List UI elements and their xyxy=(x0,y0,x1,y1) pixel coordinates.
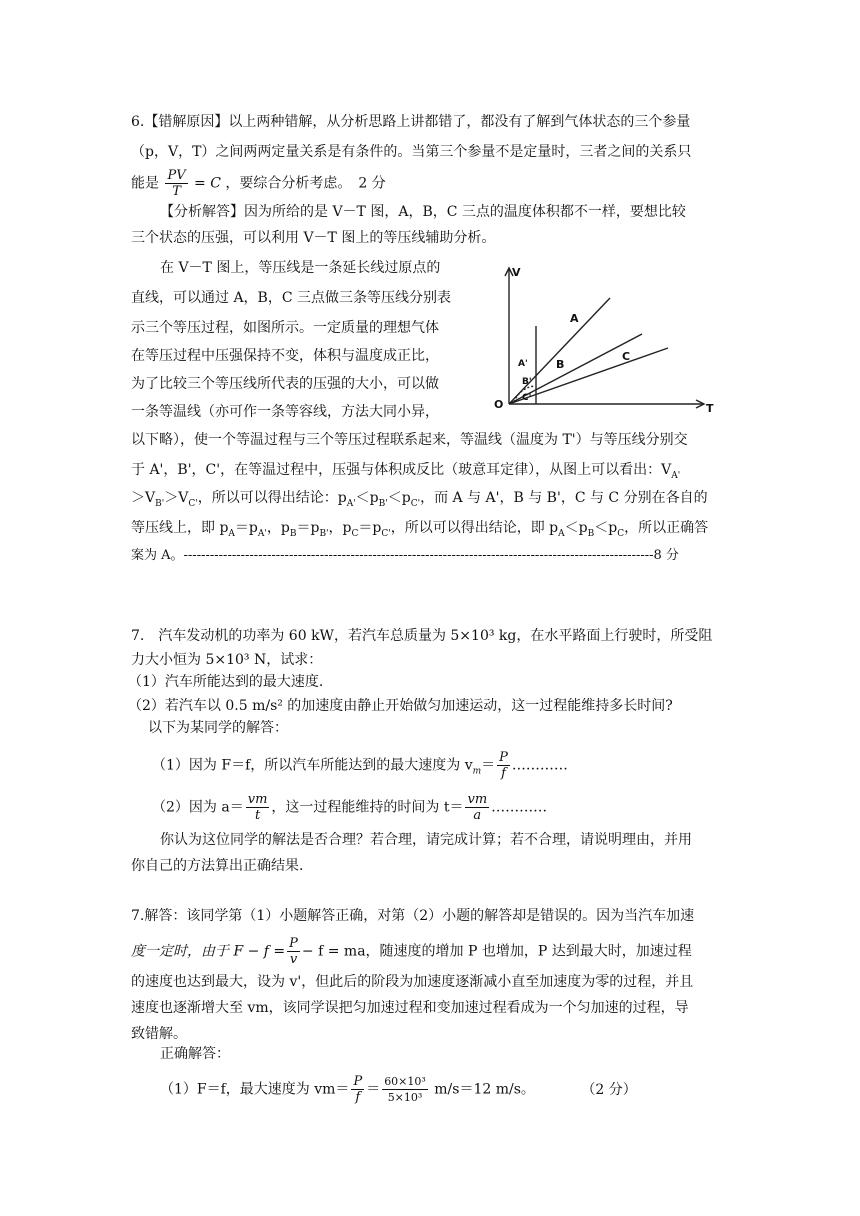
point-a-prime-label: A' xyxy=(518,359,528,369)
ans7-line-5: 致错解。 xyxy=(131,1026,187,1042)
q7-line-6: （1）因为 F＝f，所以汽车所能达到的最大速度为 $v_m=$ $\frac{P}{f}$ ………… xyxy=(152,750,568,781)
ans7-line-2: 度一定时，由于 F − f = $\frac{P}{v}$ − f = ma，随速度的增加 P 也增加，P 达到最大时，加速过程 xyxy=(131,936,692,967)
point-c-label: C xyxy=(622,350,631,363)
q6-line-9: 在等压过程中压强保持不变，体积与温度成正比， xyxy=(131,348,439,364)
isobar-c xyxy=(509,348,668,404)
q7-line-1: 7. 汽车发动机的功率为 60 kW，若汽车总质量为 5×10³ kg，在水平路面上行驶时，所受阻 xyxy=(131,628,713,644)
v-axis-label: V xyxy=(512,266,521,279)
q6-line-13: 于 A'，B'，C'，在等温过程中，压强与体积成反比（玻意耳定律），从图上可以看出：$V_{A'}$ xyxy=(131,462,681,481)
q7-line-5: 以下为某同学的解答： xyxy=(148,720,288,736)
p-over-v-fraction: $\frac{P}{v}$ xyxy=(289,936,298,967)
q6-line-7: 直线，可以通过 A，B，C 三点做三条等压线分别表 xyxy=(131,290,452,306)
ans7-line-1: 7.解答：该同学第（1）小题解答正确，对第（2）小题的解答却是错误的。因为当汽车加速 xyxy=(131,908,695,924)
ans7-line-6: 正确解答： xyxy=(160,1046,230,1062)
q6-line-12: 以下略），使一个等温过程与三个等压过程联系起来，等温线（温度为 T'）与等压线分别交 xyxy=(131,432,688,448)
point-b-label: B xyxy=(556,358,565,371)
p-over-f-fraction-2: $\frac{P}{f}$ xyxy=(353,1074,363,1105)
pv-fraction: $\frac{PV}{T}$ xyxy=(167,168,186,199)
q6-line-2: （p，V，T）之间两两定量关系是有条件的。当第三个参量不是定量时，三者之间的关系只 xyxy=(131,144,692,160)
isobar-a xyxy=(509,298,610,404)
ans7-line-3: 的速度也达到最大，设为 v'，但此后的阶段为加速度逐渐减小直至加速度为零的过程，并且 xyxy=(131,974,694,990)
vm-over-t-fraction: $\frac{vm}{t}$ xyxy=(247,792,268,823)
q7-line-8: 你认为这位同学的解法是否合理？若合理，请完成计算；若不合理，请说明理由，并用 xyxy=(160,832,692,848)
ans7-line-4: 速度也逐渐增大至 vm，该同学误把匀加速过程和变加速过程看成为一个匀加速的过程，导 xyxy=(131,1000,689,1016)
numeric-fraction: $\frac{\text{60×10³}}{\text{5×10³}}$ xyxy=(384,1075,426,1104)
vm-over-a-fraction: $\frac{vm}{a}$ xyxy=(467,792,488,823)
q6-line-14: $>V_{B'}>V_{C'}$，所以可以得出结论：$p_{A'}<p_{B'}<p_{C'}$，而 A 与 A'，B 与 B'，C 与 C 分别在各自的 xyxy=(131,490,708,509)
score-label: （2 分） xyxy=(581,1081,637,1098)
point-a-label: A xyxy=(570,312,579,325)
point-b-prime-label: B' xyxy=(522,377,532,387)
t-axis-label: T xyxy=(706,402,714,415)
q6-line-15: 等压线上，即 $p_A=p_{A'}$，$p_B=p_{B'}$，$p_C=p_{C'}$，所以可以得出结论，即 $p_A<p_B<p_C$，所以正确答 xyxy=(131,520,709,539)
q6-line-8: 示三个等压过程，如图所示。一定质量的理想气体 xyxy=(131,320,439,336)
q6-line-3: 能是 $\frac{PV}{T}$ = C ，要综合分析考虑。 2 分 xyxy=(131,168,386,199)
q6-line-10: 为了比较三个等压线所代表的压强的大小，可以做 xyxy=(131,376,439,392)
q6-line-4: 【分析解答】因为所给的是 V－T 图，A，B，C 三点的温度体积都不一样，要想比较 xyxy=(160,204,686,220)
q7-line-3: （1）汽车所能达到的最大速度. xyxy=(128,674,324,690)
vt-graph xyxy=(492,256,722,418)
point-c-prime-label: C' xyxy=(522,393,532,403)
q6-line-5: 三个状态的压强，可以利用 V－T 图上的等压线辅助分析。 xyxy=(131,230,496,246)
q7-line-4: （2）若汽车以 0.5 m/s² 的加速度由静止开始做匀加速运动，这一过程能维持多长时间? xyxy=(128,698,673,714)
origin-label: O xyxy=(494,398,504,411)
q6-line-11: 一条等温线（亦可作一条等容线，方法大同小异， xyxy=(131,404,439,420)
q6-line-1: 6.【错解原因】以上两种错解，从分析思路上讲都错了，都没有了解到气体状态的三个参量 xyxy=(131,114,691,130)
ans7-line-7: （1）F＝f，最大速度为 vm＝ $\frac{P}{f}$ ＝ $\frac{\text{60×10³}}{\text{5×10³}}$ m/s＝12 m/s。 （2 分） xyxy=(160,1074,637,1105)
q6-line-16: 案为 A。-----------------------------------------------------------------------------------------------------------8 分 xyxy=(131,548,679,563)
q7-line-7: （2）因为 a＝ $\frac{vm}{t}$ ，这一过程能维持的时间为 t＝ $\frac{vm}{a}$ ………… xyxy=(152,792,548,823)
q7-line-9: 你自己的方法算出正确结果. xyxy=(131,858,304,874)
p-over-f-fraction: $\frac{P}{f}$ xyxy=(499,750,508,781)
q6-line-6: 在 V－T 图上，等压线是一条延长线过原点的 xyxy=(160,260,441,276)
q7-line-2: 力大小恒为 5×10³ N，试求： xyxy=(131,652,323,668)
